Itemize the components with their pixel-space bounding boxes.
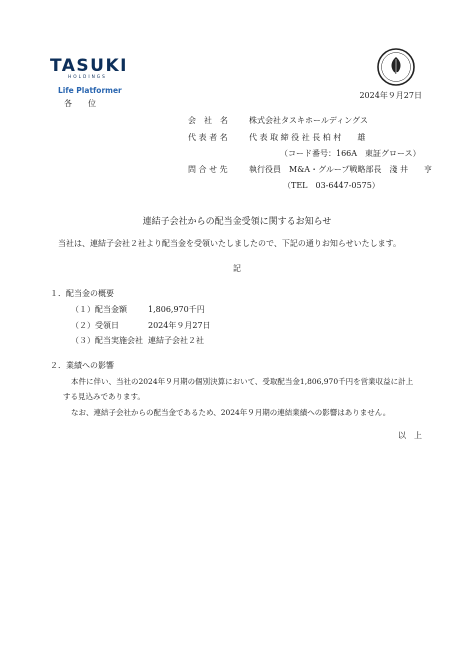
- receipt-date-label: （２）受領日: [71, 321, 119, 330]
- impact-paragraph-line1: 本件に伴い、当社の2024年９月期の個別決算において、受取配当金1,806,970千円を営業収益に計上: [71, 377, 414, 386]
- representative-label: 代 表 者 名: [188, 133, 228, 142]
- section2-heading: ２．業績への影響: [50, 361, 114, 370]
- fasf-label: FASF: [389, 72, 403, 78]
- fasf-badge: [376, 47, 416, 91]
- fasf-seal-icon: [376, 47, 416, 87]
- company-label: 会 社 名: [188, 116, 228, 125]
- paying-company-value: 連結子会社２社: [148, 336, 204, 345]
- receipt-date-value: 2024年９月27日: [148, 321, 211, 330]
- company-name: 株式会社タスキホールディングス: [249, 116, 368, 125]
- logo-name: TASUKI: [50, 56, 128, 76]
- intro-text: 当社は、連結子会社２社より配当金を受領いたしましたので、下記の通りお知らせいたします。: [58, 239, 401, 248]
- ki-mark: 記: [233, 264, 241, 273]
- paying-company-label: （３）配当実施会社: [71, 336, 143, 345]
- addressee: 各 位: [64, 99, 96, 108]
- representative-name: 代 表 取 締 役 社 長 柏 村 雄: [249, 133, 366, 142]
- contact-person: 執行役員 M&A・グループ戦略部長 淺 井 亨: [249, 165, 432, 174]
- logo-tagline: Life Platformer: [58, 86, 122, 95]
- document-title: 連結子会社からの配当金受領に関するお知らせ: [142, 217, 332, 227]
- dividend-amount-value: 1,806,970千円: [148, 305, 205, 314]
- logo-sub: HOLDINGS: [68, 75, 107, 80]
- stock-code: （コード番号：166A 東証グロース）: [280, 149, 421, 158]
- impact-paragraph-line2: する見込みであります。: [63, 392, 145, 401]
- section1-heading: １．配当金の概要: [50, 289, 114, 298]
- company-logo: [50, 56, 160, 101]
- dividend-amount-label: （１）配当金額: [71, 305, 127, 314]
- consolidated-note: なお、連結子会社からの配当金であるため、2024年９月期の連結業績への影響はありません。: [71, 408, 391, 417]
- release-date: 2024年９月27日: [359, 91, 422, 100]
- closing-mark: 以 上: [398, 431, 422, 440]
- contact-label: 問 合 せ 先: [188, 165, 228, 174]
- contact-tel: （TEL 03-6447-0575）: [283, 181, 380, 190]
